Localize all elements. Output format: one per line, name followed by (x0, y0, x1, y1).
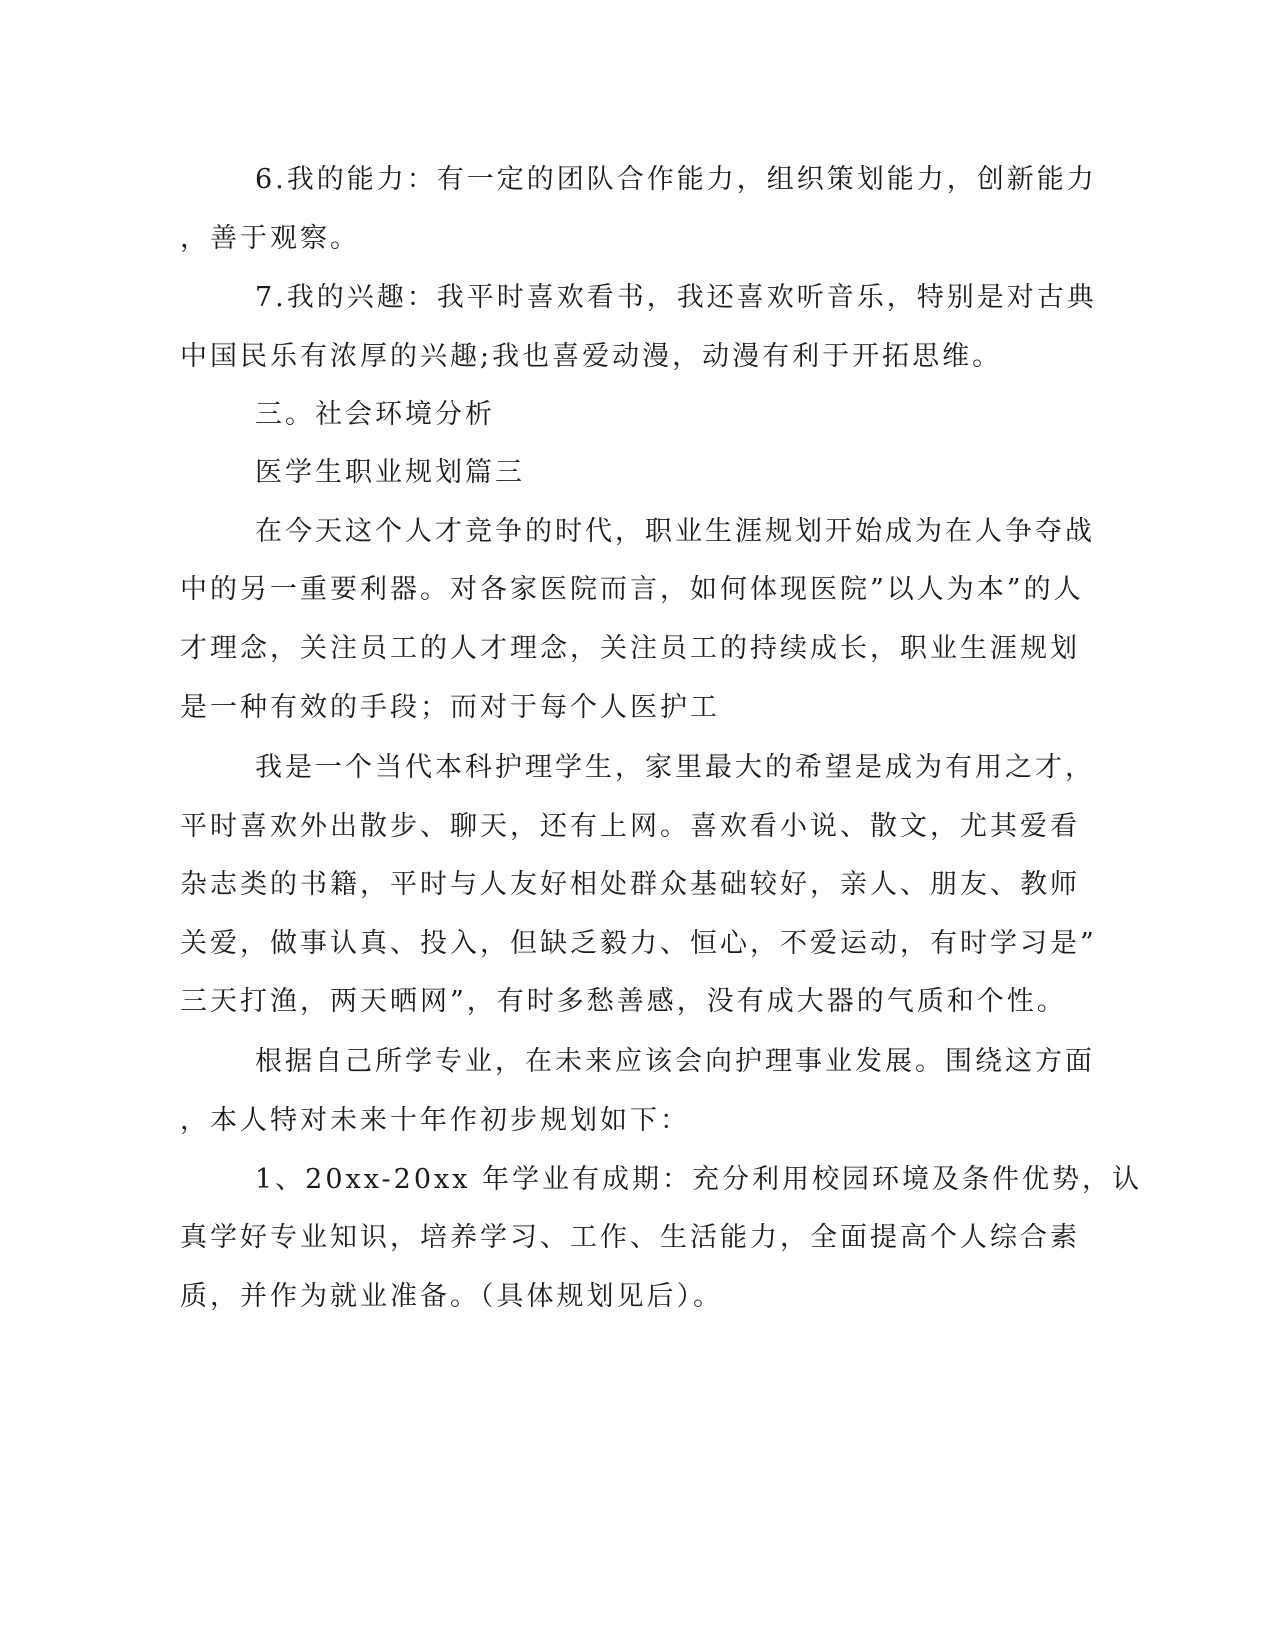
paragraph-line: 平时喜欢外出散步、聊天，还有上网。喜欢看小说、散文，尤其爱看 (180, 811, 1080, 842)
paragraph-line: 真学好专业知识，培养学习、工作、生活能力，全面提高个人综合素 (180, 1222, 1080, 1253)
paragraph-line: 6.我的能力：有一定的团队合作能力，组织策划能力，创新能力 (255, 164, 1097, 195)
paragraph-line: 是一种有效的手段；而对于每个人医护工 (180, 692, 720, 723)
paragraph-line: 7.我的兴趣：我平时喜欢看书，我还喜欢听音乐，特别是对古典 (255, 282, 1097, 313)
paragraph-line: 杂志类的书籍，平时与人友好相处群众基础较好，亲人、朋友、教师 (180, 869, 1080, 900)
paragraph-line: 中国民乐有浓厚的兴趣;我也喜爱动漫，动漫有利于开拓思维。 (180, 341, 1003, 372)
paragraph-line: 才理念，关注员工的人才理念，关注员工的持续成长，职业生涯规划 (180, 633, 1080, 664)
paragraph-line: 质，并作为就业准备。（具体规划见后）。 (180, 1281, 723, 1312)
section-heading: 三。社会环境分析 (255, 399, 495, 430)
paragraph-line: 三天打渔，两天晒网”，有时多愁善感，没有成大器的气质和个性。 (180, 986, 1067, 1017)
paragraph-line: 1、20xx-20xx 年学业有成期：充分利用校园环境及条件优势，认 (255, 1164, 1143, 1195)
paragraph-line: 根据自己所学专业，在未来应该会向护理事业发展。围绕这方面 (255, 1046, 1095, 1077)
paragraph-line: ，本人特对未来十年作初步规划如下： (180, 1105, 690, 1136)
chapter-title: 医学生职业规划篇三 (255, 457, 525, 488)
paragraph-line: 中的另一重要利器。对各家医院而言，如何体现医院”以人为本”的人 (180, 574, 1084, 605)
paragraph-line: 我是一个当代本科护理学生，家里最大的希望是成为有用之才， (255, 752, 1095, 783)
paragraph-line: ，善于观察。 (180, 223, 360, 254)
paragraph-line: 在今天这个人才竞争的时代，职业生涯规划开始成为在人争夺战 (255, 516, 1095, 547)
paragraph-line: 关爱，做事认真、投入，但缺乏毅力、恒心，不爱运动，有时学习是” (180, 928, 1097, 959)
